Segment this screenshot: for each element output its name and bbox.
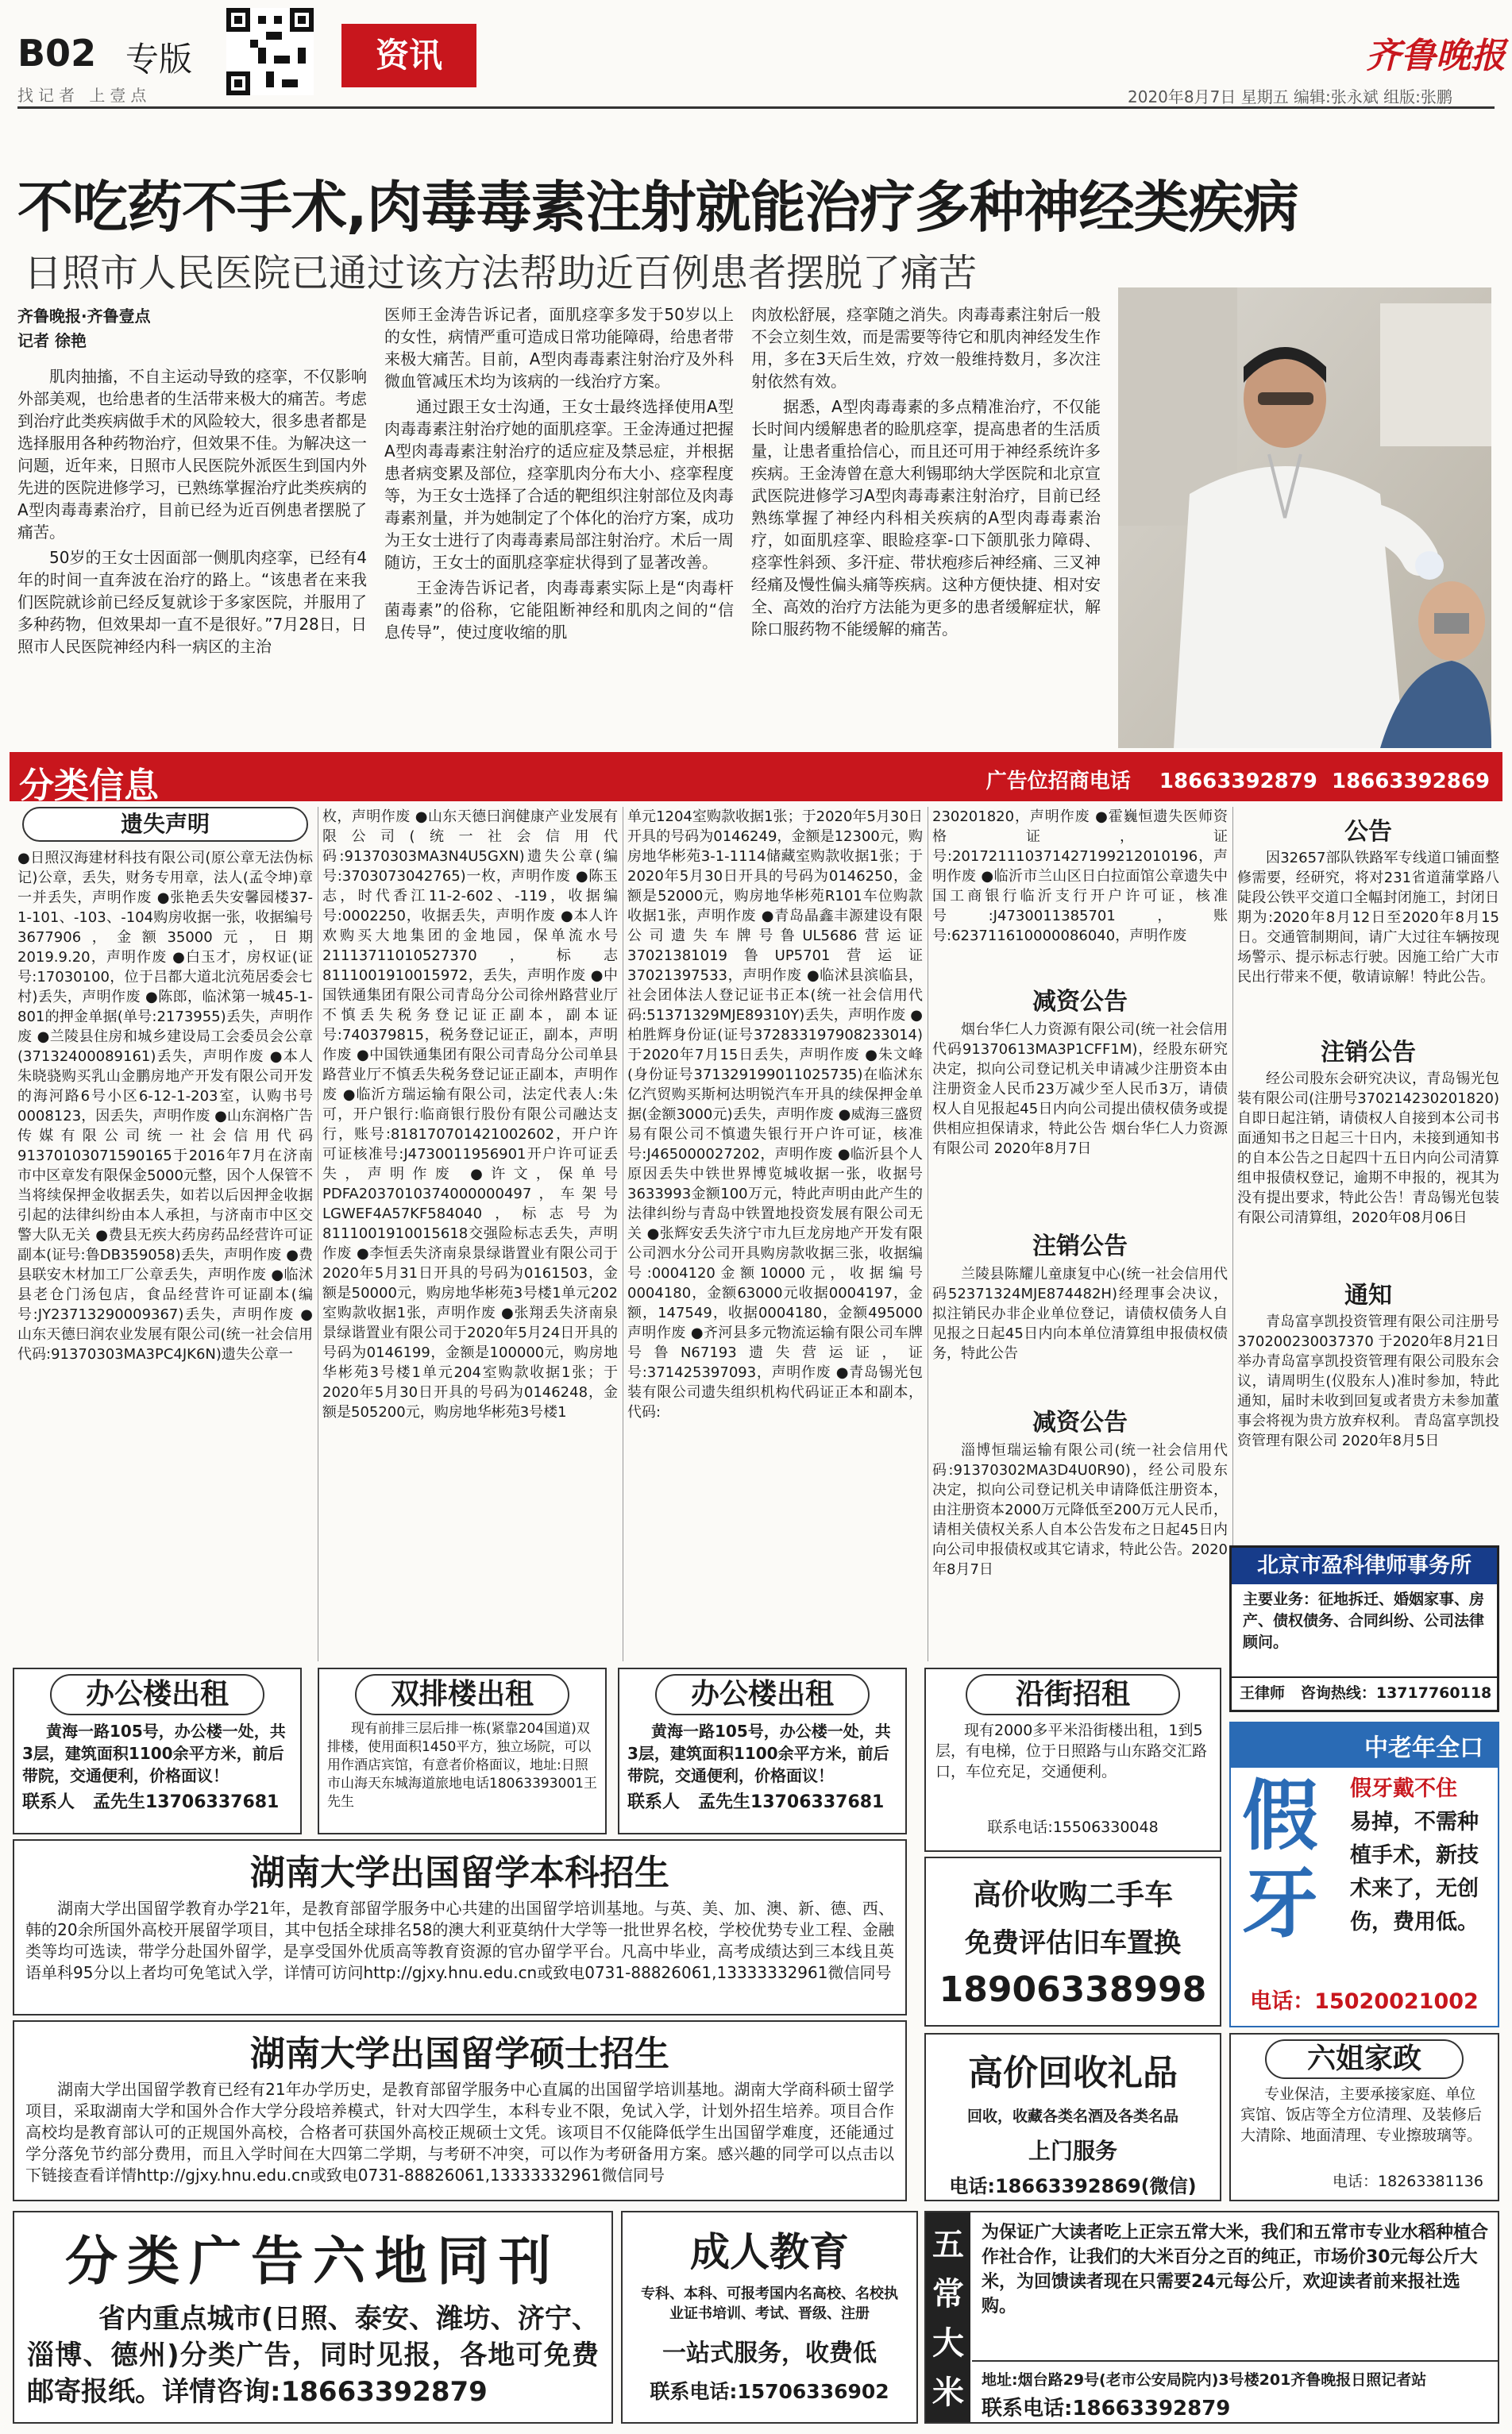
slogan: 找记者 上壹点 — [17, 86, 152, 105]
dentures-line: 假牙戴不住 — [1350, 1776, 1457, 1801]
article-paragraph: 王金涛告诉记者，肉毒毒素实际上是“肉毒杆菌毒素”的俗称，它能阻断神经和肌肉之间的“信息传导”，使过度收缩的肌 — [384, 578, 734, 642]
dentures-banner: 中老年全口 — [1231, 1723, 1498, 1768]
office-rent-ad-2 — [618, 1668, 907, 1834]
adult-edu-slogan: 一站式服务，收费低 — [662, 2339, 877, 2367]
rice-side-label: 五常大米 — [926, 2212, 970, 2422]
lost-column-2: 枚，声明作废 ●山东天德曰润健康产业发展有限公司(统一社会信用代码:91370303MA3N4U5GXN)遗失公章(编号:3703073042765)一枚，声明作废 ●陈玉志，时代香江11-2-602、-119，收据编号:0002250，收据丢失，声明作废 ●本人许欢购买大地集团的金地园，保单流水号21113711010527370，标志8111001910015972，丢失，声明作废 ●中国铁通集团有限公司青岛分公司徐州路营业厅不慎丢失税务登记证正副本，副本证号:740379815，税务登记证正，副本，声明作废 ●中国铁通集团有限公司青岛分公司单县路营业厅不慎丢失税务登记证正副本，声明作废 ●临沂方瑞运输有限公司，法定代表人:朱可，开户银行:临商银行股份有限公司融达支行，账号:818170701421002602，开户许可证核准号:J4730011956901开户许可证丢失，声明作废 ●许文，保单号PDFA2037010374000000497，车架号LGWEF4A57KF584040，标志号为8111001910015618交强险标志丢失，声明作废 ●李恒丢失济南泉景绿谐置业有限公司于2020年5月31日开具的号码为0161503，金额是50000元，购房地华彬苑3号楼1单元202室购款收据1张，声明作废 ●张翔丢失济南泉景绿谐置业有限公司于2020年5月24日开具的号码为0146199，金额是100000元，购房地华彬苑3号楼1单元204室购款收据1张；于2020年5月30日开具的号码为0146248，金额是505200元，购房地华彬苑3号楼1 — [322, 808, 618, 1421]
office-rent-title: 办公楼出租 — [655, 1674, 870, 1715]
dentures-line: 易掉，不需种 — [1350, 1810, 1479, 1834]
dentures-ad — [1229, 1722, 1499, 2027]
street-rent-text: 现有2000多平米沿街楼出租，1到5层，有电梯，位于日照路与山东路交汇路口，车位充足，交通便利。 — [935, 1722, 1208, 1780]
dentures-line: 术来了，无创 — [1350, 1877, 1479, 1901]
page-type: 专版 — [125, 40, 193, 79]
street-rent-contact: 联系电话:15506330048 — [987, 1819, 1159, 1836]
notice-body: 青岛富享凯投资管理有限公司注册号370200230037370 于2020年8月21日举办青岛富享凯投资管理有限公司股东会议，请周明生(仪股东人)准时参加，特此通知，届时未收到回复或者贵方未参加董事会将视为贵方放弃权利。 青岛富享凯投资管理有限公司 2020年8月5日 — [1237, 1313, 1499, 1449]
article-column-1 — [17, 365, 367, 746]
date-line: 2020年8月7日 星期五 编辑:张永斌 组版:张鹏 — [1128, 87, 1452, 106]
gift-recycle-service: 上门服务 — [1028, 2138, 1117, 2164]
office-rent-text: 黄海一路105号，办公楼一处，共3层，建筑面积1100余平方米，前后带院，交通便利，价格面议！ — [22, 1722, 286, 1785]
adult-edu-phone: 联系电话:15706336902 — [650, 2380, 889, 2403]
dentures-phone: 电话：15020021002 — [1250, 1989, 1479, 2014]
article-column-2 — [384, 303, 734, 748]
hunan-undergrad-ad — [13, 1839, 907, 2015]
byline-reporter: 记者 徐艳 — [17, 331, 87, 350]
gift-recycle-sub: 回收，收藏各类名酒及各类名品 — [966, 2108, 1178, 2125]
notice-title: 注销公告 — [1032, 1232, 1128, 1260]
housekeeping-text: 专业保洁，主要承接家庭、单位宾馆、饭店等全方位清理、及装修后大清除、地面清理、专业擦玻璃等。 — [1240, 2085, 1483, 2144]
dentures-line: 植手术，新技 — [1350, 1843, 1479, 1868]
double-building-text: 现有前排三层后排一栋(紧靠204国道)双排楼，使用面积1450平方，独立场院，可以用作酒店宾馆，有意者价格面议，地址:日照市山海天东城海道旅地电话18063393001王先生 — [327, 1721, 597, 1810]
classified-title: 分类信息 — [19, 766, 159, 806]
byline — [17, 303, 367, 351]
notice-body: 经公司股东会研究决议，青岛锡光包装有限公司(注册号370214230201820)自即日起注销，请债权人自接到本公司书面通知书之日起三十日内，未接到通知书的自本公告之日起四十五日内向公司清算组申报债权登记，逾期不申报的，视其为没有提出要求，特此公告！青岛锡光包装有限公司清算组，2020年08月06日 — [1237, 1070, 1499, 1226]
used-car-line1: 高价收购二手车 — [972, 1879, 1173, 1911]
used-car-phone: 18906338998 — [939, 1969, 1207, 2010]
office-rent-contact: 联系人 孟先生13706337681 — [627, 1792, 885, 1812]
article-paragraph: 通过跟王女士沟通，王女士最终选择使用A型肉毒毒素注射治疗她的面肌痉挛。王金涛通过把握A型肉毒毒素注射治疗的适应症及禁忌症，并根据患者病变累及部位，痉挛肌肉分布大小、痉挛程度等，为王女士选择了合适的靶组织注射部位及肉毒毒素剂量，并为她制定了个体化的治疗方案，成功为王女士进行了肉毒毒素局部注射治疗。术后一周随访，王女士的面肌痉挛症状得到了显著改善。 — [384, 397, 734, 572]
office-rent-contact: 联系人 孟先生13706337681 — [22, 1792, 280, 1812]
six-city-title: 分类广告六地同刊 — [65, 2231, 561, 2292]
column-divider — [1232, 807, 1233, 1661]
article-paragraph: 50岁的王女士因面部一侧肌肉痉挛，已经有4年的时间一直奔波在治疗的路上。“该患者在来我们医院就诊前已经反复就诊于多家医院，并服用了多种药物，但效果却一直不是很好。”7月28日，日照市人民医院神经内科一病区的主治 — [17, 548, 367, 656]
header-divider — [17, 106, 1495, 109]
article-subheadline: 日照市人民医院已通过该方法帮助近百例患者摆脱了痛苦 — [24, 251, 978, 295]
masthead: 齐鲁晚报 — [1366, 36, 1506, 76]
six-city-text: 省内重点城市(日照、泰安、潍坊、济宁、淄博、德州)分类广告，同时见报，各地可免费邮寄报纸。详情咨询:18663392879 — [27, 2303, 599, 2408]
classified-header-bar — [10, 752, 1502, 806]
qr-code-icon — [226, 8, 314, 95]
lawfirm-desc: 主要业务：征地拆迁、婚姻家事、房产、债权债务、合同纠纷、公司法律顾问。 — [1243, 1591, 1485, 1651]
article-headline: 不吃药不手术,肉毒毒素注射就能治疗多种神经类疾病 — [17, 175, 1298, 240]
section-tab — [341, 24, 476, 87]
notice-col4-top: 230201820，声明作废 ●霍巍恒遗失医师资格证，证号:201721110371427199212010196，声明作废 ●临沂市兰山区日白拉面馆公章遗失中国工商银行临沂支行开户许可证，核准号:J4730011385701，账号:623711610000086040，声明作废 — [932, 808, 1228, 944]
lawfirm-name: 北京市盈科律师事务所 — [1232, 1548, 1497, 1584]
section-label: 资讯 — [375, 36, 442, 75]
byline-source: 齐鲁晚报·齐鲁壹点 — [17, 307, 151, 326]
dentures-line: 伤，费用低。 — [1350, 1910, 1479, 1934]
double-building-title: 双排楼出租 — [355, 1674, 569, 1715]
double-building-ad — [318, 1668, 607, 1834]
hunan-master-title: 湖南大学出国留学硕士招生 — [250, 2034, 669, 2074]
adult-edu-desc: 专科、本科、可报考国内名高校、名校执业证书培训、考试、晋级、注册 — [641, 2285, 898, 2322]
ad-hotline: 广告位招商电话 18663392879 18663392869 — [986, 770, 1490, 793]
notice-title: 减资公告 — [1032, 1409, 1128, 1437]
adult-edu-ad — [621, 2211, 918, 2424]
gift-recycle-title: 高价回收礼品 — [968, 2053, 1178, 2093]
article-paragraph: 肉放松舒展，痉挛随之消失。肉毒毒素注射后一般不会立刻生效，而是需要等待它和肌肉神经发生作用，多在3天后生效，疗效一般维持数月，多次注射依然有效。 — [751, 305, 1101, 391]
rice-phone: 联系电话:18663392879 — [982, 2397, 1231, 2420]
lost-notice-tab — [22, 807, 308, 842]
article-photo — [1118, 287, 1491, 748]
housekeeping-title: 六姐家政 — [1265, 2039, 1464, 2079]
lost-notice-title: 遗失声明 — [120, 811, 210, 837]
rice-address: 地址:烟台路29号(老市公安局院内)3号楼201齐鲁晚报日照记者站 — [982, 2371, 1427, 2389]
hunan-undergrad-text: 湖南大学出国留学教育办学21年，是教育部留学服务中心共建的出国留学培训基地。与英、美、加、澳、新、德、西、韩的20余所国外高校开展留学项目，其中包括全球排名58的澳大利亚莫纳什大学等一批世界名校，学校优势专业工程、金融类等均可选读，带学分赴国外留学，是享受国外优质高等教育资源的官办留学平台。凡高中毕业，高考成绩达到三本线且英语单科95分以上者均可免笔试入学，详情可访问http://gjxy.hnu.edu.cn或致电0731-88826061,13333332961微信同号 — [25, 1899, 894, 1982]
office-rent-ad-1 — [13, 1668, 302, 1834]
lost-column-1: ●日照汉海建材科技有限公司(原公章无法伪标记)公章，丢失，财务专用章，法人(孟令坤)章一并丢失，声明作废 ●张艳丢失安馨园楼37-1-101、-103、-104购房收据一张，收据编号3677906，金额35000元，日期2019.9.20，声明作废 ●白玉才，房权证(证号:17030100，位于吕都大道北沆苑居委会七村)丢失，声明作废 ●陈郎，临沭第一城45-1-801的押金单据(单号:2173955)丢失，声明作废 ●兰陵县住房和城乡建设局工会委员会公章(37132400089161)丢失，声明作废 ●本人朱晓骁购买乳山金鹏房地产开发有限公司开发的海河路6号小区6-12-1-203室，认购书号0008123，因丢失，声明作废 ●山东润格广告传媒有限公司统一社会信用代码91370103071590165于2016年7月在济南市中区章发有限保金5000元整，因个人保管不当将续保押金收据丢失，如若以后因押金收据引起的法律纠纷由本人承担，与济南市中区交警大队无关 ●费县无疾大药房药品经营许可证副本(证号:鲁DB359058)丢失，声明作废 ●费县联安木材加工厂公章丢失，声明作废 ●临沭县老仓门汤包店，食品经营许可证副本(编号:JY23713290009367)丢失，声明作废 ●山东天德曰润农业发展有限公司(统一社会信用代码:91370303MA3PC4JK6N)遗失公章一 — [17, 850, 313, 1363]
dentures-big: 假牙 — [1242, 1772, 1318, 1948]
street-rent-ad — [924, 1668, 1221, 1852]
notice-body: 兰陵县陈耀儿童康复中心(统一社会信用代码52371324MJE874482H)经理事会决议，拟注销民办非企业单位登记，请债权债务人自见报之日起45日内向本单位清算组申报债权债务，特此公告 — [932, 1266, 1228, 1362]
hunan-undergrad-title: 湖南大学出国留学本科招生 — [250, 1853, 669, 1893]
article-paragraph: 据悉，A型肉毒毒素的多点精准治疗，不仅能长时间内缓解患者的睑肌痉挛，提高患者的生活质量，让患者重拾信心，而且还可用于神经系统许多疾病。王金涛曾在意大利锡耶纳大学医院和北京宣武医院进修学习A型肉毒毒素注射治疗，目前已经熟练掌握了神经内科相关疾病的A型肉毒毒素治疗，如面肌痉挛、眼睑痉挛-口下颌肌张力障碍、痉挛性斜颈、多汗症、带状疱疹后神经痛、三叉神经痛及慢性偏头痛等疾病。这种方便快捷、相对安全、高效的治疗方法能为更多的患者缓解症状，解除口服药物不能缓解的痛苦。 — [751, 397, 1101, 638]
rice-divider — [972, 2360, 1499, 2362]
used-car-ad — [924, 1857, 1221, 2027]
lawfirm-ad — [1229, 1545, 1499, 1712]
article-paragraph: 医师王金涛告诉记者，面肌痉挛多发于50岁以上的女性，病情严重可造成日常功能障碍，给患者带来极大痛苦。目前，A型肉毒毒素注射治疗及外科微血管减压术均为该病的一线治疗方案。 — [384, 305, 734, 391]
office-rent-title: 办公楼出租 — [50, 1674, 264, 1715]
gift-recycle-ad — [924, 2033, 1221, 2201]
rice-ad — [924, 2211, 1499, 2424]
street-rent-title: 沿街招租 — [966, 1674, 1180, 1715]
housekeeping-ad — [1229, 2033, 1499, 2201]
notice-title: 公告 — [1344, 818, 1392, 846]
notice-title: 通知 — [1344, 1282, 1392, 1310]
dentures-lines — [1350, 1772, 1495, 1939]
notice-body: 淄博恒瑞运输有限公司(统一社会信用代码:91370302MA3D4U0R90)，经公司股东决定，拟向公司登记机关申请降低注册资本，由注册资本2000万元降低至200万元人民币，请相关债权关系人自本公告发布之日起45日内向公司申报债权或其它请求，特此公告。2020年8月7日 — [932, 1442, 1228, 1578]
hunan-master-text: 湖南大学出国留学教育已经有21年办学历史，是教育部留学服务中心直属的出国留学培训基地。湖南大学商科硕士留学项目，采取湖南大学和国外合作大学分段培养模式，针对大四学生，本科专业不限，免试入学，计划外招生培养。项目合作高校均是教育部认可的正规国外高校，合格者可获国外高校正规硕士文凭。该项目不仅能降低学生出国留学难度，还能通过学分落免节约部分费用，而且入学时间在大四第二学期，与考研不冲突，可以作为考研备用方案。感兴趣的同学可以点击以下链接查看详情http://gjxy.hnu.edu.cn或致电0731-88826061,13333332961微信同号 — [25, 2080, 894, 2185]
adult-edu-title: 成人教育 — [690, 2229, 849, 2275]
six-city-ad — [13, 2211, 613, 2424]
office-rent-text: 黄海一路105号，办公楼一处，共3层，建筑面积1100余平方米，前后带院，交通便利，价格面议！ — [627, 1722, 891, 1785]
page-code: B02 — [17, 32, 97, 75]
article-column-3 — [751, 303, 1101, 748]
used-car-line2: 免费评估旧车置换 — [965, 1927, 1181, 1959]
rice-text: 为保证广大读者吃上正宗五常大米，我们和五常市专业水稻种植合作社合作，让我们的大米百分之百的纯正，市场价30元每公斤大米，为回馈读者现在只需要24元每公斤，欢迎读者前来报社选购。 — [982, 2223, 1489, 2316]
notice-body: 因32657部队铁路军专线道口铺面整修需要，经研究，将对231省道蒲掌路八陡段公铁平交道口全幅封闭施工，封闭日期为:2020年8月12日至2020年8月15日。交通管制期间，请广大过往车辆按现场警示、提示标志行驶。因施工给广大市民出行带来不便，敬请谅解！特此公告。 — [1237, 850, 1499, 986]
housekeeping-phone: 电话：18263381136 — [1333, 2173, 1483, 2190]
hunan-master-ad — [13, 2020, 907, 2201]
notice-title: 注销公告 — [1321, 1039, 1416, 1067]
page-header — [0, 0, 1512, 111]
notice-title: 减资公告 — [1032, 988, 1128, 1016]
article-paragraph: 肌肉抽搐，不自主运动导致的痉挛，不仅影响外部美观，也给患者的生活带来极大的痛苦。考虑到治疗此类疾病做手术的风险较大，很多患者都是选择服用各种药物治疗，但效果不佳。为解决这一问题，近年来，日照市人民医院外派医生到国内外先进的医院进修学习，已熟练掌握治疗此类疾病的A型肉毒毒素治疗，目前已经为近百例患者摆脱了痛苦。 — [17, 367, 367, 542]
lost-column-3: 单元1204室购款收据1张；于2020年5月30日开具的号码为0146249，金额是12300元，购房地华彬苑3-1-1114储藏室购款收据1张；于2020年5月30日开具的号码为0146250，金额是52000元，购房地华彬苑R101车位购款收据1张，声明作废 ●青岛晶鑫丰源建设有限公司遗失车牌号鲁UL5686营运证37021381019鲁UP5701营运证37021397533，声明作废 ●临沭县滨临县，社会团体法人登记证书正本(统一社会信用代码:51371329MJE89310Y)丢失，声明作废 ●柏胜辉身份证(证号372833197908233014)于2020年7月15日丢失，声明作废 ●朱文峰(身份证号371329199011025735)在临沭东亿汽贸购买斯柯达明锐汽车开具的续保押金单据(金额3000元)丢失，声明作废 ●威海三盛贸易有限公司不慎遗失银行开户许可证，核准号:J465000027202，声明作废 ●临沂县个人原因丢失中铁世界博览城收据一张，收据号3633993金额100万元，特此声明由此产生的法律纠纷与青岛中铁置地投资发展有限公司无关 ●张辉安丢失济宁市九巨龙房地产开发有限公司泗水分公司开具购房款收据三张，收据编号:0004120金额10000元，收据编号0004180，金额63000元收据0004197，金额，147549，收据0004180，金额495000声明作废 ●齐河县多元物流运输有限公司车牌号鲁N67193遗失营运证，证号:371425397093，声明作废 ●青岛锡光包装有限公司遗失组织机构代码证正本和副本，代码: — [627, 808, 923, 1421]
lawfirm-contact: 王律师 咨询热线：13717760118 — [1232, 1676, 1497, 1706]
notice-body: 烟台华仁人力资源有限公司(统一社会信用代码91370613MA3P1CFF1M)，经股东研究决定，拟向公司登记机关申请减少注册资本由注册资金人民币23万减少至人民币3万，请债权人自见报起45日内向公司提出债权债务或提供相应担保请求，特此公告 烟台华仁人力资源有限公司 2020年8月7日 — [932, 1021, 1228, 1157]
gift-recycle-phone: 电话:18663392869(微信) — [949, 2175, 1197, 2197]
